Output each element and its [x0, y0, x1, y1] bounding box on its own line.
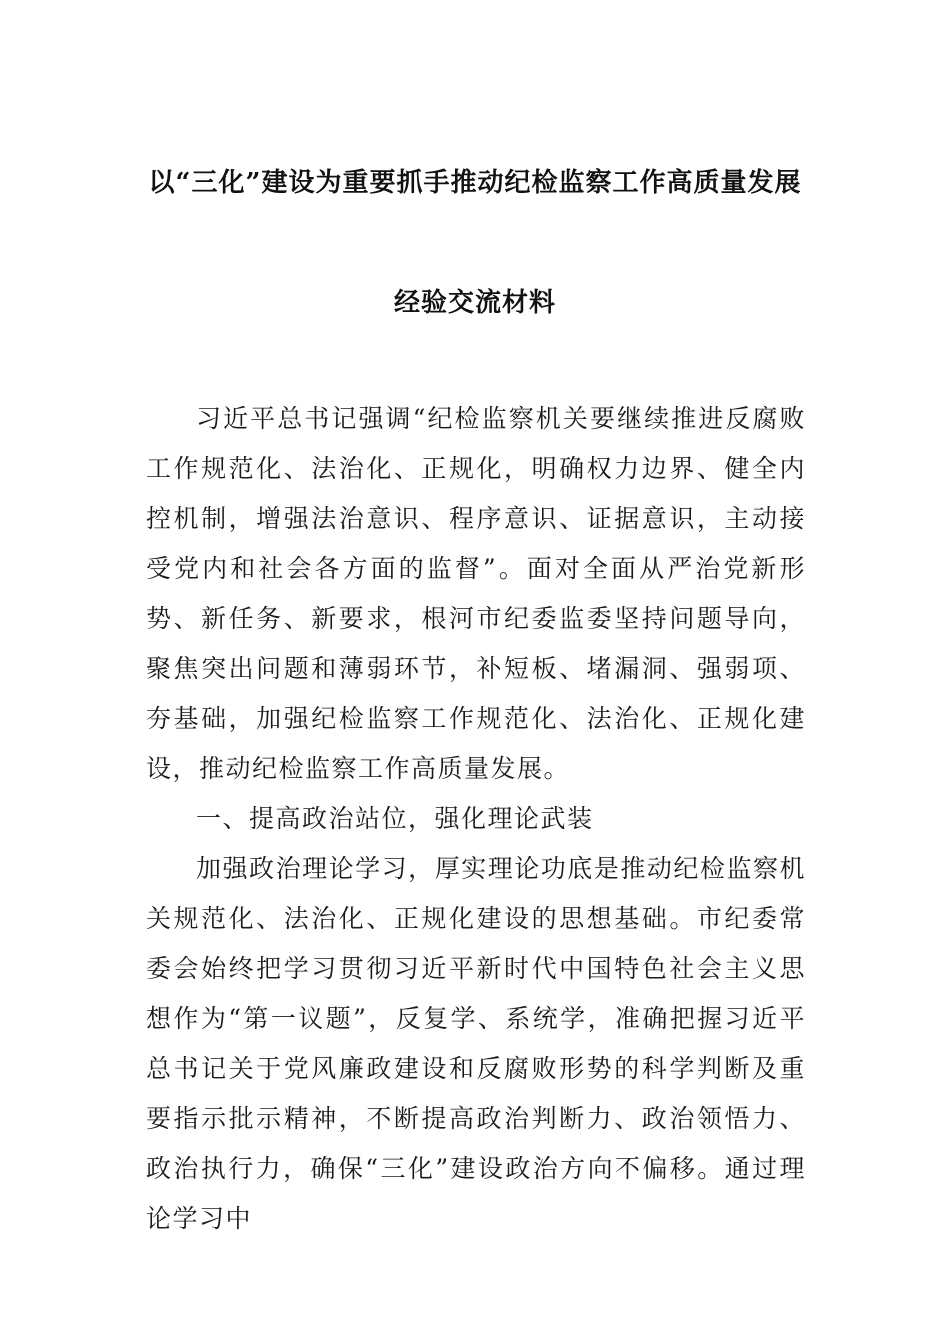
intro-paragraph: 习近平总书记强调“纪检监察机关要继续推进反腐败工作规范化、法治化、正规化，明确权力边界、健全内控机制，增强法治意识、程序意识、证据意识，主动接受党内和社会各方面的监督”。面对全面从严治党新形势、新任务、新要求，根河市纪委监委坚持问题导向，聚焦突出问题和薄弱环节，补短板、堵漏洞、强弱项、夯基础，加强纪检监察工作规范化、法治化、正规化建设，推动纪检监察工作高质量发展。	[146, 404, 806, 783]
section-1-paragraph: 加强政治理论学习，厚实理论功底是推动纪检监察机关规范化、法治化、正规化建设的思想基础。市纪委常委会始终把学习贯彻习近平新时代中国特色社会主义思想作为“第一议题”，反复学、系统学，准确把握习近平总书记关于党风廉政建设和反腐败形势的科学判断及重要指示批示精神，不断提高政治判断力、政治领悟力、政治执行力，确保“三化”建设政治方向不偏移。通过理论学习中	[146, 854, 806, 1233]
section-heading-1: 一、提高政治站位，强化理论武装	[196, 804, 594, 833]
document-body	[146, 394, 806, 1244]
document-title-line-2: 经验交流材料	[393, 288, 556, 318]
document-title-line-1: 以“三化”建设为重要抓手推动纪检监察工作高质量发展	[148, 168, 802, 198]
